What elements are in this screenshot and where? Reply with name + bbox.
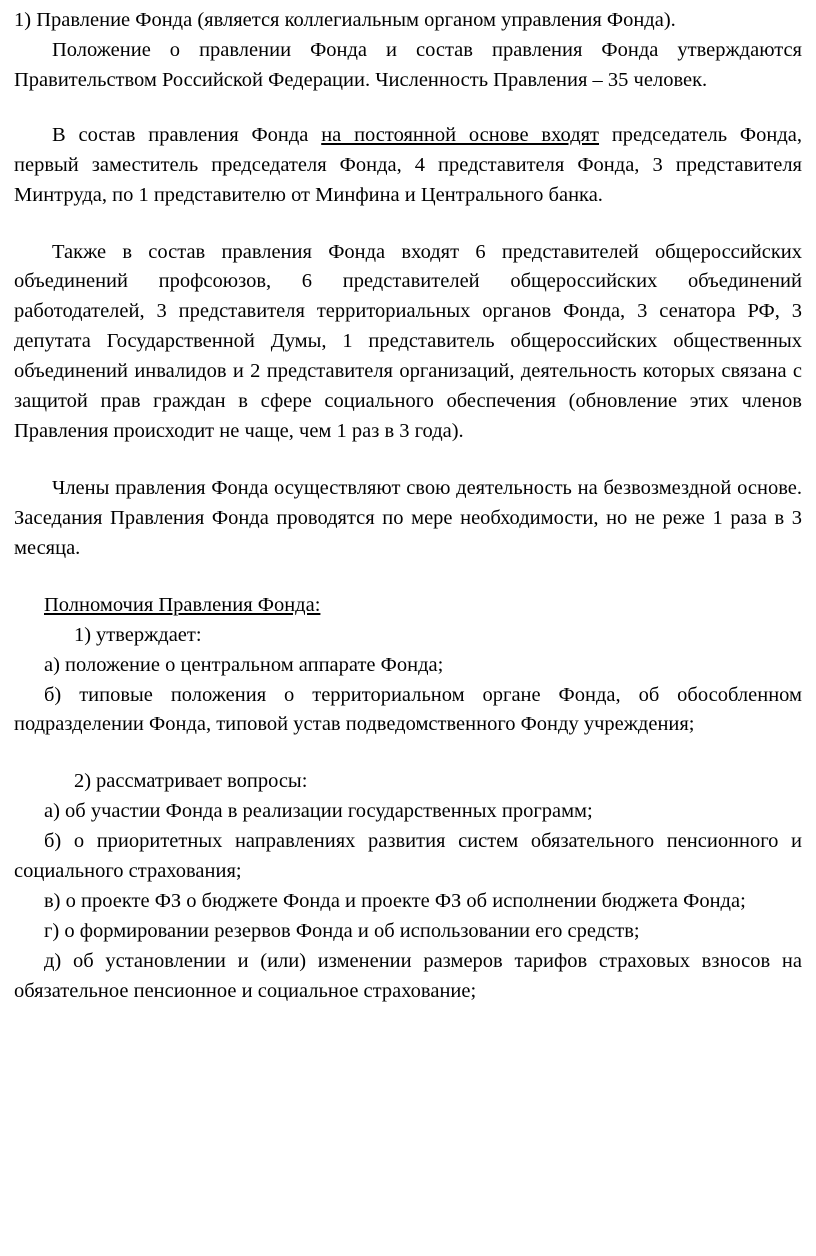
paragraph-powers-2-v: в) о проекте ФЗ о бюджете Фонда и проекте ФЗ об исполнении бюджета Фонда;: [44, 890, 746, 913]
spacer: [14, 447, 802, 474]
underlined-phrase: на постоянной основе входят: [321, 123, 600, 146]
list-text: рассматривает вопросы:: [96, 770, 308, 793]
paragraph-item-1: 1) Правление Фонда (является коллегиальным органом управления Фонда).: [14, 9, 676, 31]
paragraph-powers-2-a: а) об участии Фонда в реализации государственных программ;: [44, 800, 593, 823]
spacer: [14, 211, 802, 238]
list-label: 2): [74, 770, 92, 793]
paragraph-powers-1: [14, 621, 802, 651]
paragraph-composition-additional: Также в состав правления Фонда входят 6 представителей общероссийских объединений профсоюзов, 6 представителей общероссийских объединений работодателей, 3 представителя территориальных органов Фонда, 3 сенатора РФ, 3 депутата Государственной Думы, 1 представитель общероссийских общественных объединений инвалидов и 2 представителя организаций, деятельность которых связана с защитой прав граждан в сфере социального обеспечения (обновление этих членов Правления происходит не чаще, чем 1 раз в 3 года).: [14, 240, 802, 443]
heading-powers-text: Полномочия Правления Фонда:: [44, 593, 321, 616]
spacer: [14, 564, 802, 591]
paragraph-powers-1-a: а) положение о центральном аппарате Фонда;: [44, 653, 444, 676]
spacer: [14, 96, 802, 121]
paragraph-composition-permanent: [14, 121, 802, 211]
paragraph-powers-2-d: д) об установлении и (или) изменении размеров тарифов страховых взносов на обязательное пенсионное и социальное страхование;: [14, 949, 802, 1002]
paragraph-powers-2: [14, 767, 802, 797]
spacer: [14, 740, 802, 767]
text-after-underline: председатель Фонда, первый заместитель председателя Фонда, 4 представителя Фонда, 3 представителя Минтруда, по 1 представителю от Минфина и Центрального банка.: [14, 123, 802, 206]
paragraph-powers-2-b: б) о приоритетных направлениях развития систем обязательного пенсионного и социального страхования;: [14, 830, 802, 883]
list-text: утверждает:: [96, 623, 202, 646]
heading-powers: [14, 591, 802, 621]
list-label: 1): [74, 623, 92, 646]
paragraph-members-activity: Члены правления Фонда осуществляют свою деятельность на безвозмездной основе. Заседания Правления Фонда проводятся по мере необходимости, но не реже 1 раза в 3 месяца.: [14, 476, 802, 559]
paragraph-powers-2-g: г) о формировании резервов Фонда и об использовании его средств;: [44, 919, 640, 942]
text-before-underline: В состав правления Фонда: [52, 123, 322, 146]
paragraph-powers-1-b: б) типовые положения о территориальном органе Фонда, об обособленном подразделении Фонда, типовой устав подведомственного Фонду учреждения;: [14, 683, 802, 736]
paragraph-provision: Положение о правлении Фонда и состав правления Фонда утверждаются Правительством Российской Федерации. Численность Правления – 35 человек.: [14, 38, 802, 91]
